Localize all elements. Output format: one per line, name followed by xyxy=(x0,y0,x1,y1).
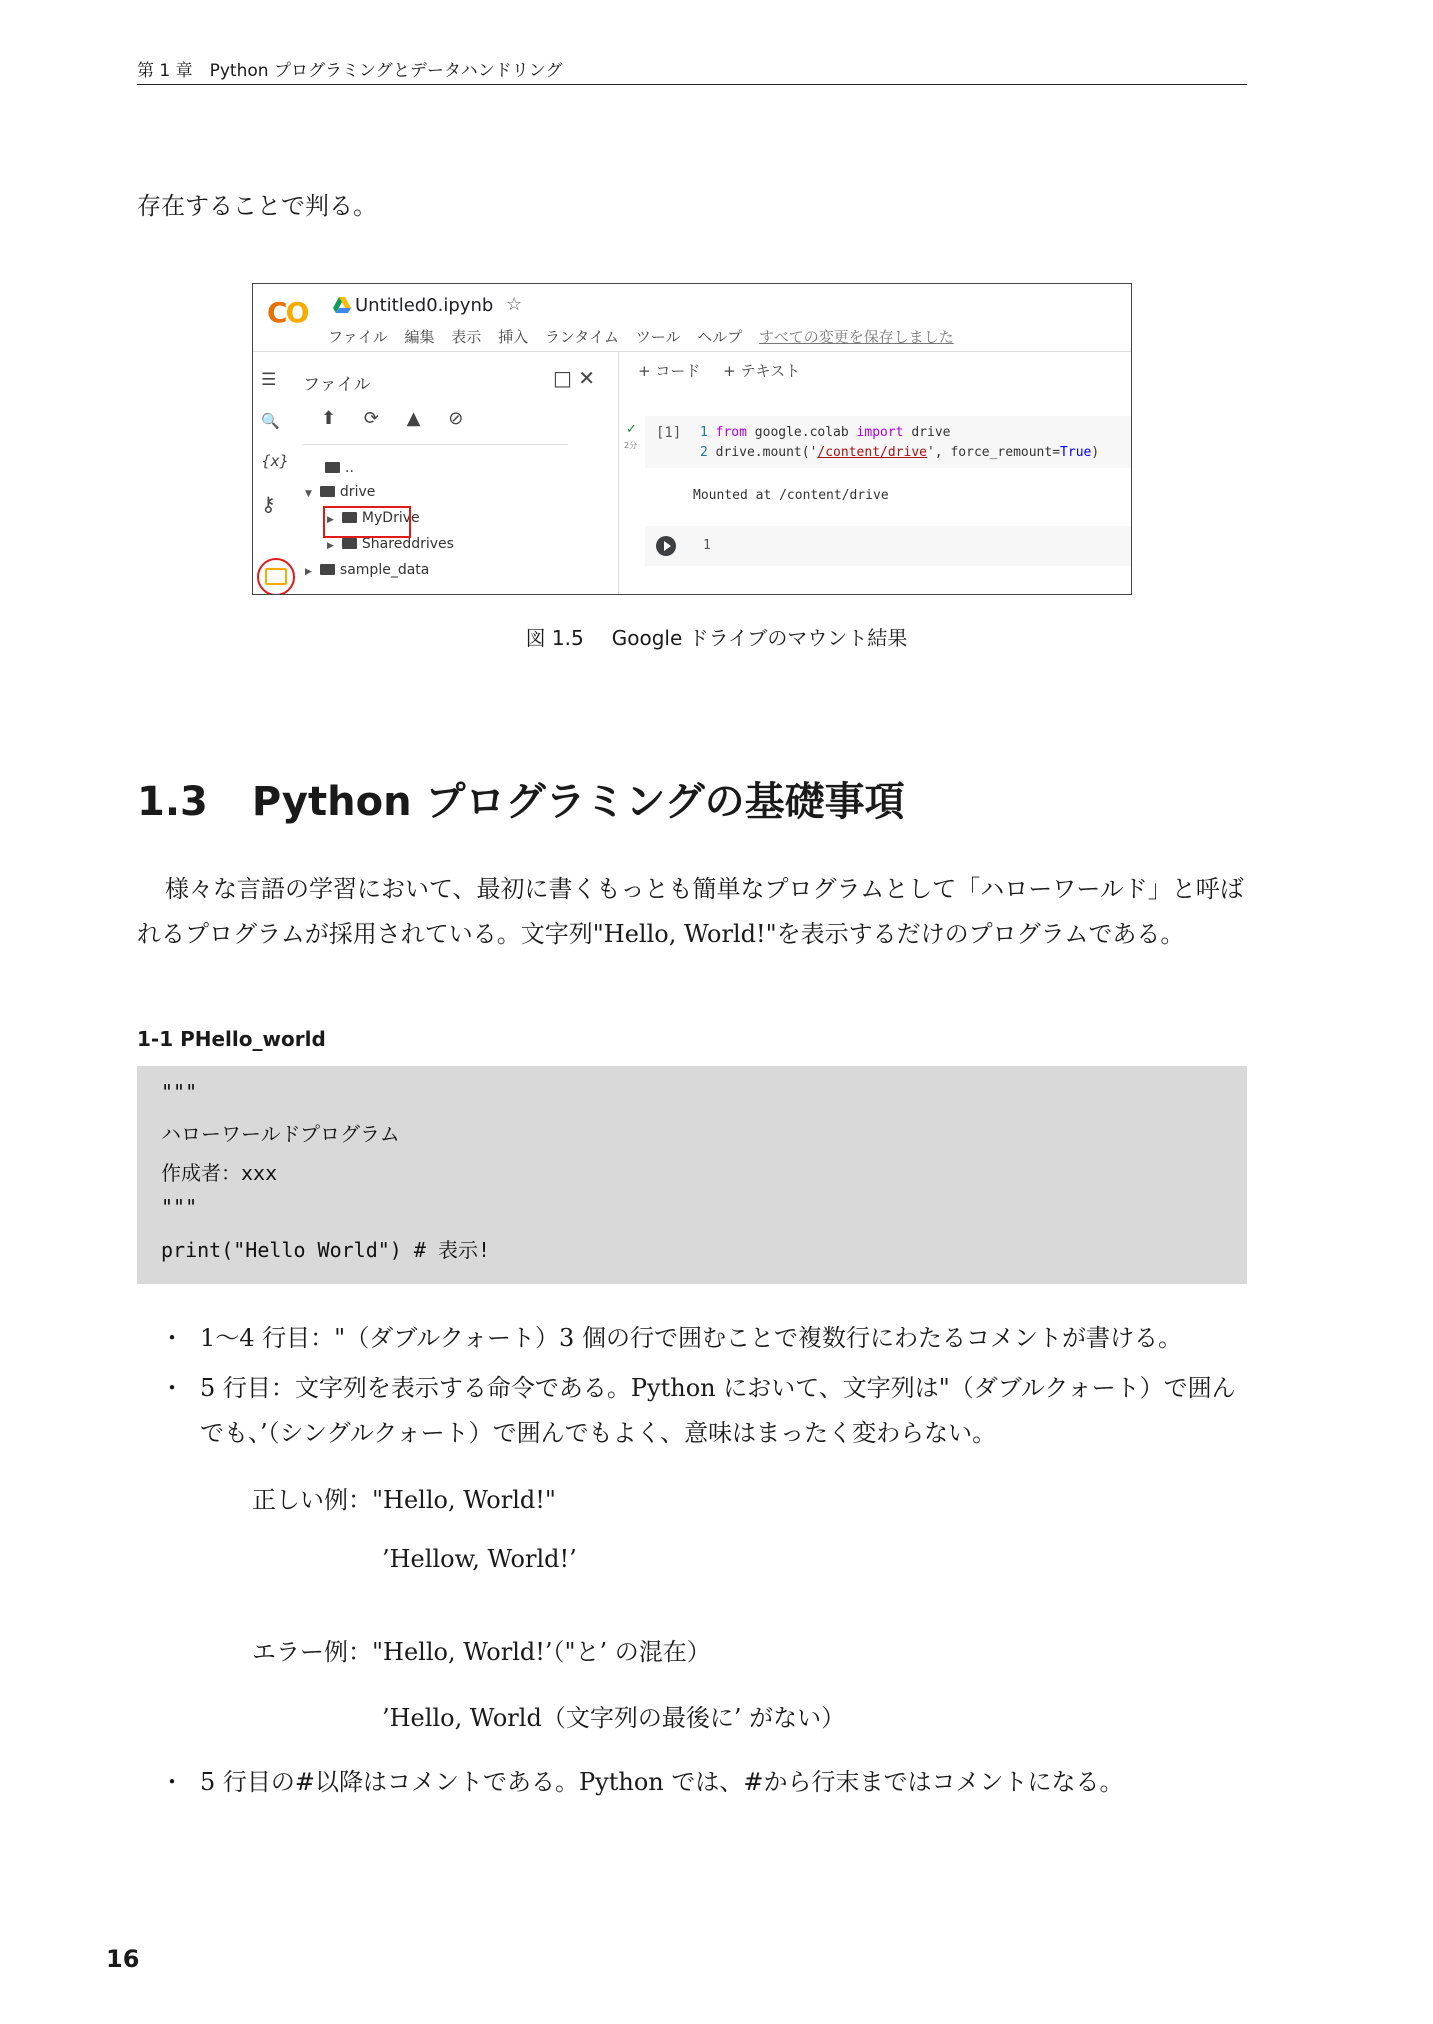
figure-caption-text: Google ドライブのマウント結果 xyxy=(611,626,908,650)
tree-item-sample-data[interactable]: ▶ sample_data xyxy=(305,562,430,578)
bullet-item xyxy=(160,1760,1250,1805)
correct-example-2: ’Hellow, World!’ xyxy=(382,1545,577,1573)
running-title: 第 1 章 Python プログラミングとデータハンドリング xyxy=(137,61,563,81)
section-title: Python プログラミングの基礎事項 xyxy=(251,779,905,825)
listing-title: 1-1 PHello_world xyxy=(137,1027,326,1051)
bullet-text: 5 行目：文字列を表示する命令である。Python において、文字列は"（ダブルクォート）で囲んでも、’（シングルクォート）で囲んでもよく、意味はまったく変わらない。 xyxy=(200,1374,1236,1447)
menu-view[interactable]: 表示 xyxy=(451,328,482,346)
bullet-dot: ・ xyxy=(160,1374,184,1402)
saved-status-link[interactable]: すべての変更を保存しました xyxy=(759,328,954,346)
colab-logo: CO xyxy=(267,296,308,329)
figure-caption xyxy=(0,622,1433,651)
caret-right-icon[interactable]: ▶ xyxy=(327,515,334,525)
section-heading xyxy=(137,770,905,827)
upload-icon[interactable]: ⬆ xyxy=(321,408,337,429)
error-example-label: エラー例： xyxy=(252,1638,372,1666)
error-example-1: "Hello, World!’（"と’ の混在） xyxy=(372,1638,711,1666)
bullet-text: 5 行目の#以降はコメントである。Python では、#から行末まではコメントになる。 xyxy=(200,1768,1124,1796)
listing-line-2: ハローワールドプログラム xyxy=(161,1122,400,1146)
menu-insert[interactable]: 挿入 xyxy=(498,328,529,346)
mount-drive-icon[interactable]: ▲ xyxy=(406,408,421,429)
tree-item-shareddrives[interactable]: ▶ Shareddrives xyxy=(327,536,454,552)
star-icon[interactable]: ☆ xyxy=(506,294,523,315)
code-cell[interactable] xyxy=(645,416,1131,468)
folder-highlight-circle xyxy=(257,558,295,595)
panel-window-controls[interactable]: □ ✕ xyxy=(553,366,596,390)
bullet-item xyxy=(160,1316,1250,1361)
bullet-dot: ・ xyxy=(160,1768,184,1796)
folder-up-icon xyxy=(325,462,340,473)
execution-count: [1] xyxy=(656,425,682,441)
files-panel-title: ファイル xyxy=(303,375,371,395)
colab-screenshot xyxy=(252,283,1132,595)
correct-example-1: "Hello, World!" xyxy=(372,1486,556,1514)
bullet-text: 1〜4 行目："（ダブルクォート）3 個の行で囲むことで複数行にわたるコメントが書ける。 xyxy=(200,1324,1182,1352)
code-listing xyxy=(137,1066,1247,1284)
page-number: 16 xyxy=(106,1945,140,1973)
caret-right-icon[interactable]: ▶ xyxy=(327,541,334,551)
folder-icon xyxy=(320,564,335,575)
correct-example-label: 正しい例： xyxy=(252,1486,372,1514)
folder-icon xyxy=(320,486,335,497)
mydrive-highlight-box xyxy=(323,506,411,538)
hide-files-icon[interactable]: ⊘ xyxy=(448,408,464,429)
running-header xyxy=(137,56,1247,85)
tree-item-drive[interactable]: ▼ drive xyxy=(305,484,376,500)
panel-divider xyxy=(303,444,568,445)
folder-icon xyxy=(342,538,357,549)
menu-tools[interactable]: ツール xyxy=(635,328,681,346)
panel-toolbar xyxy=(321,408,485,429)
bullet-dot: ・ xyxy=(160,1324,184,1352)
run-duration: 2分 xyxy=(624,441,638,450)
section-number: 1.3 xyxy=(137,779,208,825)
bullet-item xyxy=(160,1366,1250,1456)
menu-bar xyxy=(328,326,966,347)
header-divider xyxy=(253,351,1131,352)
add-code-button[interactable]: + コード xyxy=(638,362,701,380)
listing-line-5: print("Hello World") # 表示! xyxy=(161,1238,490,1262)
panel-vertical-divider xyxy=(618,352,619,594)
variables-icon[interactable]: {x} xyxy=(261,452,289,470)
add-text-button[interactable]: + テキスト xyxy=(723,362,801,380)
run-success-icon: ✓ xyxy=(626,422,637,437)
lead-text: 存在することで判る。 xyxy=(137,192,377,220)
figure-number: 図 1.5 xyxy=(525,626,584,650)
caret-right-icon[interactable]: ▶ xyxy=(305,567,312,577)
code-line-1: 1 from google.colab import drive xyxy=(700,425,951,440)
cell-toolbar xyxy=(638,360,818,381)
code-cell-empty[interactable] xyxy=(645,526,1131,566)
error-example-2: ’Hello, World（文字列の最後に’ がない） xyxy=(382,1704,846,1732)
menu-help[interactable]: ヘルプ xyxy=(697,328,743,346)
refresh-icon[interactable]: ⟳ xyxy=(363,408,379,429)
menu-edit[interactable]: 編集 xyxy=(404,328,435,346)
key-icon[interactable]: ⚷ xyxy=(261,492,276,516)
toc-icon[interactable]: ☰ xyxy=(261,370,277,390)
google-drive-icon xyxy=(333,296,351,314)
code-line-2: 2 drive.mount('/content/drive', force_remount=True) xyxy=(700,445,1100,460)
search-icon[interactable]: 🔍 xyxy=(261,412,280,430)
menu-file[interactable]: ファイル xyxy=(328,328,388,346)
caret-down-icon[interactable]: ▼ xyxy=(305,489,312,499)
correct-example xyxy=(252,1480,556,1515)
notebook-title[interactable]: Untitled0.ipynb xyxy=(355,295,494,316)
run-cell-button[interactable] xyxy=(656,536,676,556)
intro-paragraph: 様々な言語の学習において、最初に書くもっとも簡単なプログラムとして「ハローワールド」と呼ばれるプログラムが採用されている。文字列"Hello, World!"を表示するだけのプログラムである。 xyxy=(137,875,1244,948)
cell2-line-number: 1 xyxy=(703,538,711,553)
tree-item-parent[interactable]: .. xyxy=(325,460,354,476)
listing-line-1: """ xyxy=(161,1080,198,1104)
tree-item-mydrive[interactable]: ▶ MyDrive xyxy=(327,510,420,526)
listing-line-4: """ xyxy=(161,1195,198,1219)
menu-runtime[interactable]: ランタイム xyxy=(544,328,619,346)
error-example xyxy=(252,1632,711,1667)
cell-output: Mounted at /content/drive xyxy=(693,488,889,503)
listing-line-3: 作成者：xxx xyxy=(161,1161,278,1185)
